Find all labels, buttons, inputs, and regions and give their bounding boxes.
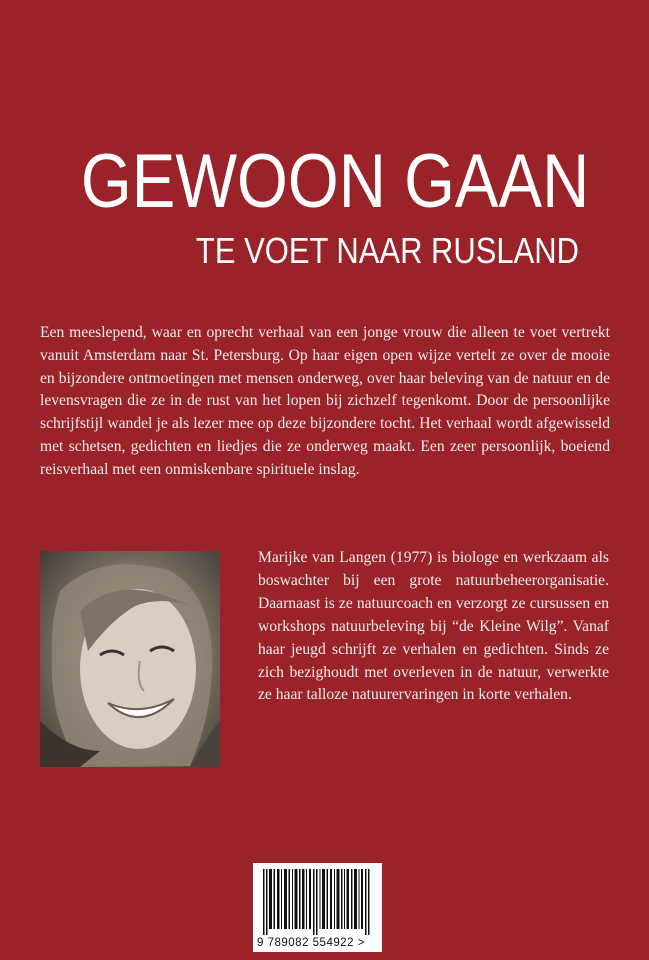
isbn-digits: 9 789082 554922 > (257, 937, 365, 949)
barcode-bars (253, 863, 382, 935)
author-photo (40, 551, 220, 767)
author-bio: Marijke van Langen (1977) is biologe en werkzaam als boswachter bij een grote natuurbeheerorganisatie. Daarnaast is ze natuurcoach en verzorgt ze cursussen en workshops natuurbeleving bij “de Kleine Wilg”. Vanaf haar jeugd schrijft ze verhalen en gedichten. Sinds ze zich bezighoudt met overleven in de natuur, verwerkte ze haar talloze natuurervaringen in korte verhalen. (258, 549, 609, 704)
book-blurb: Een meeslepend, waar en oprecht verhaal van een jonge vrouw die alleen te voet vertrekt vanuit Amsterdam naar St. Petersburg. Op haar eigen open wijze vertelt ze over de mooie en bijzondere ontmoetingen met mensen onderweg, over haar beleving van de natuur en de levensvragen die ze in de rust van het lopen bij zichzelf tegenkomt. Door de persoonlijke schrijfstijl wandel je als lezer mee op deze bijzondere tocht. Het verhaal wordt afgewisseld met schetsen, gedichten en liedjes die ze onderweg maakt. Een zeer persoonlijk, boeiend reisverhaal met een onmiskenbare spirituele inslag. (40, 324, 610, 478)
book-subtitle: TE VOET NAAR RUSLAND (195, 230, 579, 271)
isbn-barcode (253, 863, 382, 952)
book-title: GEWOON GAAN (80, 139, 590, 224)
